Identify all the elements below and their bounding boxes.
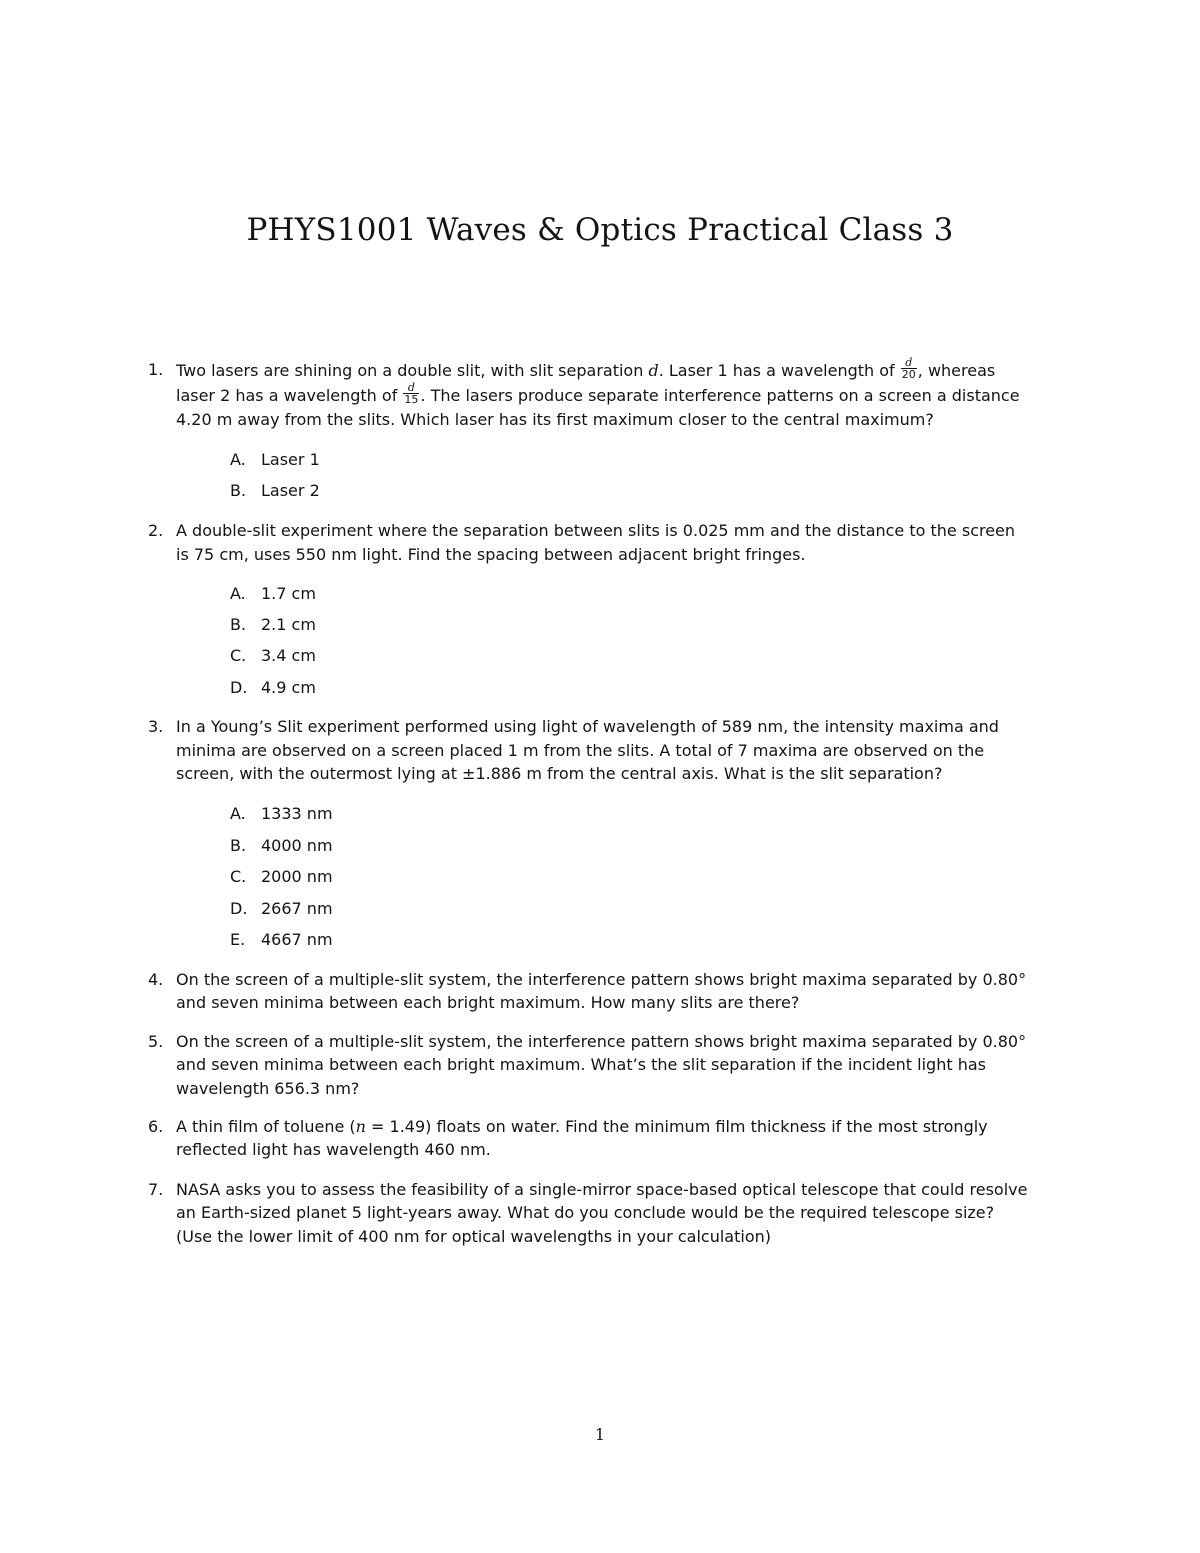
- answer-option: [230, 481, 320, 500]
- option-text: 2.1 cm: [261, 615, 316, 634]
- question-text-line: minima are observed on a screen placed 1 m from the slits. A total of 7 maxima are observed on the: [176, 741, 985, 760]
- option-text: 2000 nm: [261, 867, 333, 886]
- page-title: PHYS1001 Waves & Optics Practical Class 3: [246, 212, 954, 248]
- answer-option: [230, 615, 316, 634]
- question-text-line: [176, 381, 1020, 408]
- question-text-line: A double-slit experiment where the separation between slits is 0.025 mm and the distance to the screen: [176, 521, 1016, 540]
- option-label: A.: [230, 584, 246, 603]
- question-text-line: reflected light has wavelength 460 nm.: [176, 1140, 491, 1159]
- question-number: 7.: [148, 1180, 164, 1199]
- question-text-line: and seven minima between each bright maximum. How many slits are there?: [176, 993, 800, 1012]
- answer-option: [230, 646, 316, 665]
- question-text-line: 4.20 m away from the slits. Which laser has its first maximum closer to the central maximum?: [176, 410, 934, 429]
- option-label: A.: [230, 804, 246, 823]
- option-text: 3.4 cm: [261, 646, 316, 665]
- fraction-d-over-20: [901, 357, 917, 380]
- fraction-d-over-15: [403, 382, 419, 405]
- question-text: Two lasers are shining on a double slit, with slit separation: [176, 361, 644, 380]
- option-text: 1.7 cm: [261, 584, 316, 603]
- variable-d: d: [648, 361, 659, 380]
- fraction-numerator: d: [901, 357, 917, 369]
- fraction-numerator: d: [403, 382, 419, 394]
- question-text-line: screen, with the outermost lying at ±1.886 m from the central axis. What is the slit separation?: [176, 764, 943, 783]
- question-text-line: [176, 1117, 988, 1136]
- answer-option: [230, 584, 316, 603]
- option-text: 4667 nm: [261, 930, 333, 949]
- question-number: 4.: [148, 970, 164, 989]
- option-text: 2667 nm: [261, 899, 333, 918]
- variable-n: n: [355, 1117, 366, 1136]
- fraction-denominator: 20: [901, 368, 916, 381]
- question-text: . The lasers produce separate interference patterns on a screen a distance: [420, 386, 1020, 405]
- option-label: D.: [230, 678, 248, 697]
- option-text: Laser 2: [261, 481, 320, 500]
- question-text-line: In a Young’s Slit experiment performed using light of wavelength of 589 nm, the intensity maxima and: [176, 717, 999, 736]
- option-label: B.: [230, 481, 247, 500]
- question-text: A thin film of toluene (: [176, 1117, 356, 1136]
- option-label: B.: [230, 615, 247, 634]
- answer-option: [230, 930, 333, 949]
- question-number: 3.: [148, 717, 164, 736]
- option-label: C.: [230, 646, 247, 665]
- question-number: 2.: [148, 521, 164, 540]
- option-label: C.: [230, 867, 247, 886]
- question-text: . Laser 1 has a wavelength of: [658, 361, 895, 380]
- question-text-line: On the screen of a multiple-slit system, the interference pattern shows bright maxima separated by 0.80°: [176, 970, 1027, 989]
- question-number: 6.: [148, 1117, 164, 1136]
- answer-option: [230, 899, 333, 918]
- answer-option: [230, 804, 333, 823]
- option-label: A.: [230, 450, 246, 469]
- question-text: , whereas: [917, 361, 996, 380]
- question-text-line: wavelength 656.3 nm?: [176, 1079, 360, 1098]
- fraction-denominator: 15: [404, 393, 419, 406]
- option-label: E.: [230, 930, 246, 949]
- option-text: Laser 1: [261, 450, 320, 469]
- question-text-line: NASA asks you to assess the feasibility of a single-mirror space-based optical telescope that could resolve: [176, 1180, 1028, 1199]
- question-text-line: On the screen of a multiple-slit system, the interference pattern shows bright maxima separated by 0.80°: [176, 1032, 1027, 1051]
- question-number: 1.: [148, 360, 164, 379]
- question-text-line: is 75 cm, uses 550 nm light. Find the spacing between adjacent bright fringes.: [176, 545, 806, 564]
- question-number: 5.: [148, 1032, 164, 1051]
- option-label: B.: [230, 836, 247, 855]
- question-text: = 1.49) floats on water. Find the minimum film thickness if the most strongly: [365, 1117, 988, 1136]
- question-text: laser 2 has a wavelength of: [176, 386, 398, 405]
- option-text: 4.9 cm: [261, 678, 316, 697]
- option-text: 1333 nm: [261, 804, 333, 823]
- question-text-line: an Earth-sized planet 5 light-years away. What do you conclude would be the required telescope size?: [176, 1203, 995, 1222]
- answer-option: [230, 836, 333, 855]
- option-text: 4000 nm: [261, 836, 333, 855]
- question-text-line: [176, 356, 996, 383]
- option-label: D.: [230, 899, 248, 918]
- page-number: 1: [594, 1425, 606, 1444]
- answer-option: [230, 867, 333, 886]
- question-text-line: (Use the lower limit of 400 nm for optical wavelengths in your calculation): [176, 1227, 771, 1246]
- answer-option: [230, 450, 320, 469]
- answer-option: [230, 678, 316, 697]
- question-text-line: and seven minima between each bright maximum. What’s the slit separation if the incident light has: [176, 1055, 986, 1074]
